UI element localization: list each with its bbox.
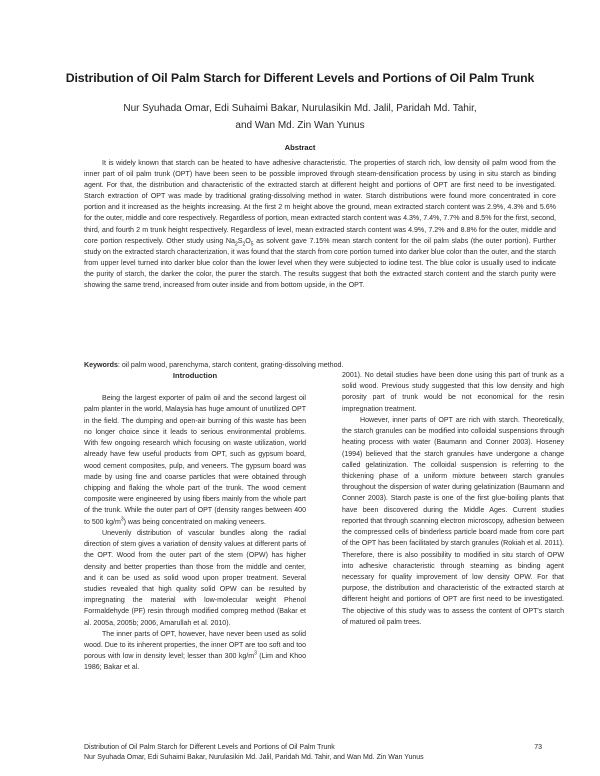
- footer-authors: Nur Syuhada Omar, Edi Suhaimi Bakar, Nurulasikin Md. Jalil, Paridah Md. Tahir, and Wan Md. Zin Wan Yunus: [84, 754, 424, 762]
- intro-p3-end: (Lim and Khoo 1986; Bakar et al.: [84, 653, 307, 672]
- formula-s: S: [237, 236, 243, 245]
- introduction-heading: Introduction: [172, 371, 218, 380]
- intro-p1-sup: 3: [120, 516, 124, 523]
- right-paragraph-2: However, inner parts of OPT are rich with starch. Theoretically, the starch granules can be modified into colloidal suspensions through heating process with water (Baumann and Conner 2003). Hoseney (1994) believed that the starch granules have undergone a change called gelatinization. The colloidal suspension is referring to the thickening phase of a uniform mixture between starch granules throughout the dispersion of water during gelatinization (Baumann and Conner 2003). Starch paste is one of the first glue-boiling plants that have been discovered during the Middle Ages. Current studies reported that through scanning electron microscopy, adhesion between the compressed cells of binderless particle board made from core part of the OPT has been facilitated by starch granules (Rokiah et al. 2011). Therefore, there is also possibility to modified in situ starch of OPW into adhesive characteristic through steaming as binding agent necessary for quality improvement of low density OPW. For that purpose, the distribution and characteristic of the extracted starch at different height and portions of OPT are first need to be investigated. The objective of this study was to assess the content of OPT's starch of matured oil palm trees.: [342, 416, 564, 626]
- abstract-heading: Abstract: [284, 143, 316, 152]
- intro-paragraph-2: Unevenly distribution of vascular bundles along the radial direction of stem gives a variation of density values at different parts of the OPT. Wood from the outer part of the stem (OPW) has higher density and better properties than those from the middle and center, and it can be used as solid wood upon proper treatment. Several studies revealed that high quality solid OPW can be resulted by impregnating the material with low-molecular weight Phenol Formaldehyde (PF) resin through modified compreg method (Bakar et al. 2005a, 2005b; 2006, Amarullah et al. 2010).: [84, 529, 306, 627]
- page-number: 73: [534, 744, 542, 751]
- page-footer: [84, 743, 556, 763]
- abstract-text-1: It is widely known that starch can be heated to have adhesive characteristic. The properties of starch rich, low density oil palm wood from the inner part of oil palm trunk (OPT) have been seen to be possible improved through steam-densification process by using in situ starch as binding agent. For that, the distribution and characteristic of the extracted starch at different height and portions of OPT are first need to be investigated. Starch extraction of OPT was made by traditional grating-dissolving method in water. Starch distributions were found more concentrated in core portion and it increased as the heights increasing. At the first 2 m height above the ground, mean extracted starch content was 2.9%, 4.3% and 5.6% for the outer, middle and core respectively. Regardless of portion, mean extracted starch content was 4.3%, 7.4%, 7.7% and 8.5% for the first, second, third, and fourth 2 m trunk height respectively. Regardless of level, mean extracted starch content was 4.9%, 7.2% and 8.8% for the outer, middle and core portion respectively. Other study using Na: [84, 159, 556, 245]
- right-paragraph-continued: 2001). No detail studies have been done using this part of trunk as a solid wood. Previous study suggested that this low density and high porosity part of trunk would be not economical for the resin impregnation treatment.: [342, 372, 564, 413]
- formula-o: O: [245, 236, 251, 245]
- formula-subscript-3: 5: [250, 241, 254, 248]
- intro-paragraph-1: [84, 393, 306, 528]
- keywords-label: Keywords: [84, 361, 118, 369]
- abstract-body: [84, 158, 556, 291]
- formula-subscript-1: 2: [234, 241, 238, 248]
- footer-title: Distribution of Oil Palm Starch for Different Levels and Portions of Oil Palm Trunk: [84, 744, 335, 751]
- intro-p3-sup: 3: [254, 650, 257, 657]
- intro-p3-text: The inner parts of OPT, however, have never been used as solid wood. Due to its inherent properties, the inner OPT are too soft and too porous with low in density level; lesser than 300 kg/m: [84, 630, 306, 661]
- authors-line-1: Nur Syuhada Omar, Edi Suhaimi Bakar, Nurulasikin Md. Jalil, Paridah Md. Tahir,: [123, 103, 477, 114]
- authors-line-2: and Wan Md. Zin Wan Yunus: [235, 120, 365, 131]
- intro-p1-text: Being the largest exporter of palm oil and the second largest oil palm planter in the world, Malaysia has huge amount of unutilized OPT in the field. The dumping and open-air burning of this waste has been no longer choice since it leads to serious environmental problems. With few ongoing research which focusing on waste utilization, world already have few useful products from OPT, such as gypsum board, wood cement composites, pulp, and veneers. The gypsum board was made by using fine and coarse particles that were obtained through chipping and flaking the whole part of the trunk. The wood cement composite were engineered by using fibers mainly from the whole part of the trunk. While the outer part of OPT (density ranges between 400 to 500 kg/m: [84, 395, 306, 526]
- intro-p1-end: ) was being concentrated on making veneers.: [123, 518, 266, 526]
- paper-title: Distribution of Oil Palm Starch for Different Levels and Portions of Oil Palm Trunk: [65, 71, 535, 85]
- formula-subscript-2: 2: [242, 241, 246, 248]
- left-column: [84, 370, 306, 674]
- author-list: [60, 100, 540, 134]
- intro-paragraph-3: [84, 629, 306, 674]
- abstract-text-2: as solvent gave 7.15% mean starch content for the oil palm slabs (the outer portion). Further study on the extracted starch characterization, it was found that the starch from core portion turned into darker blue color than the outer, and the starch from upper level turned into darker blue color than the lower level when they were subjected to iodine test. The blue color is usually used to indicate the purity of starch, the darker the color, the purer the starch. The results suggest that both the extracted starch content and the starch purity were showing the same trend, increased from outer inside and from bottom upside, in the OPT.: [84, 236, 556, 290]
- right-column: [342, 370, 564, 628]
- keywords-text: : oil palm wood, parenchyma, starch content, grating-dissolving method.: [117, 361, 344, 369]
